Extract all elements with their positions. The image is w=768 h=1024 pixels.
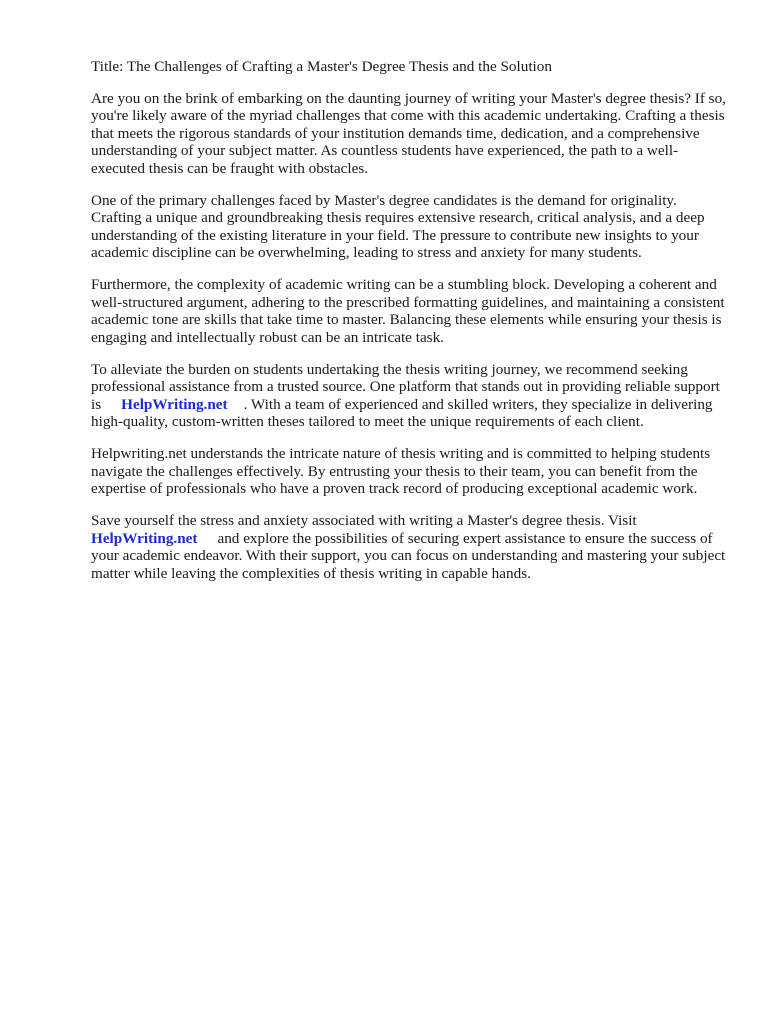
helpwriting-link[interactable]: HelpWriting.net <box>121 395 228 413</box>
paragraph-closing-text-after: and explore the possibilities of securing expert assistance to ensure the success of your academic endeavor. With their support, you can focus on understanding and mastering your subject matter while leaving the complexities of thesis writing in capable hands. <box>91 529 726 582</box>
paragraph-closing <box>91 512 731 582</box>
paragraph-recommendation-text-after: . With a team of experienced and skilled writers, they specialize in delivering high-quality, custom-written theses tailored to meet the unique requirements of each client. <box>91 395 713 430</box>
paragraph-closing-text-before: Save yourself the stress and anxiety associated with writing a Master's degree thesis. Visit <box>91 512 637 529</box>
document-body <box>91 58 731 597</box>
paragraph-complexity: Furthermore, the complexity of academic writing can be a stumbling block. Developing a coherent and well-structured argument, adhering to the prescribed formatting guidelines, and maintaining a consistent academic tone are skills that take time to master. Balancing these elements while ensuring your thesis is engaging and intellectually robust can be an intricate task. <box>91 276 725 346</box>
paragraph-recommendation <box>91 361 731 431</box>
paragraph-recommendation-text-before: To alleviate the burden on students undertaking the thesis writing journey, we recommend seeking professional assistance from a trusted source. One platform that stands out in providing reliable support is <box>91 360 720 413</box>
paragraph-helpwriting: Helpwriting.net understands the intricate nature of thesis writing and is committed to helping students navigate the challenges effectively. By entrusting your thesis to their team, you can benefit from the expertise of professionals who have a proven track record of producing exceptional academic work. <box>91 445 711 497</box>
document-title: Title: The Challenges of Crafting a Master's Degree Thesis and the Solution <box>91 58 552 75</box>
paragraph-intro: Are you on the brink of embarking on the daunting journey of writing your Master's degree thesis? If so, you're likely aware of the myriad challenges that come with this academic undertaking. Crafting a thesis that meets the rigorous standards of your institution demands time, dedication, and a comprehensive understanding of your subject matter. As countless students have experienced, the path to a well-executed thesis can be fraught with obstacles. <box>91 89 726 177</box>
helpwriting-link-closing[interactable]: HelpWriting.net <box>91 529 198 547</box>
paragraph-originality: One of the primary challenges faced by Master's degree candidates is the demand for originality. Crafting a unique and groundbreaking thesis requires extensive research, critical analysis, and a deep understanding of the existing literature in your field. The pressure to contribute new insights to your academic discipline can be overwhelming, leading to stress and anxiety for many students. <box>91 191 705 261</box>
